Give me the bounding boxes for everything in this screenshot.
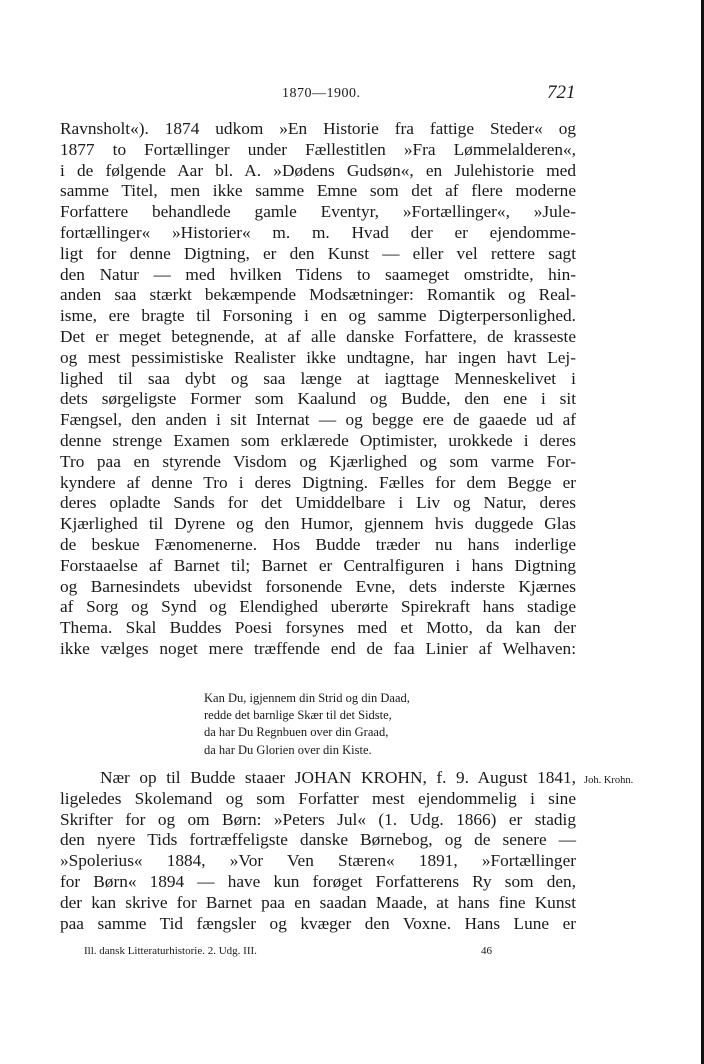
page-number: 721: [547, 82, 576, 103]
text-line: Ravnsholt«). 1874 udkom »En Historie fra fattige Steder« og: [60, 119, 576, 138]
margin-note: Joh. Krohn.: [584, 775, 634, 786]
text-line: Tro paa en styrende Visdom og Kjærlighed og som varme For-: [60, 451, 576, 471]
text-line: der kan skrive for Barnet paa en saadan Maade, at hans fine Kunst: [60, 892, 576, 912]
text-line: kyndere af denne Tro i deres Digtning. Fælles for dem Begge er: [60, 472, 576, 492]
running-head-years: 1870—1900.: [282, 86, 361, 101]
text-line: isme, ere bragte til Forsoning i en og samme Digterpersonlighed.: [60, 306, 576, 326]
text-line: Kjærlighed til Dyrene og den Humor, gjennem hvis duggede Glas: [60, 514, 576, 534]
body-paragraph-1: [60, 119, 576, 660]
text-line: ligeledes Skolemand og som Forfatter mest ejendommelig i sine: [60, 788, 576, 808]
text-line: »Spolerius« 1884, »Vor Ven Stæren« 1891, »Fortællinger: [60, 851, 576, 871]
footer: [0, 945, 704, 961]
text-line: den nyere Tids fortræffeligste danske Børnebog, og de senere —: [60, 830, 576, 850]
body-paragraph-2: [60, 768, 576, 934]
text-line: samme Titel, men ikke samme Emne som det af flere moderne: [60, 181, 576, 201]
poem-line: redde det barnlige Skær til det Sidste,: [204, 708, 392, 723]
running-head: [0, 82, 704, 106]
text-line: Forstaaelse af Barnet til; Barnet er Centralfiguren i hans Digtning: [60, 555, 576, 575]
text-line: Det er meget betegnende, at af alle danske Forfattere, de krasseste: [60, 326, 576, 346]
text-line: paa samme Tid fængsler og kvæger den Voxne. Hans Lune er: [60, 913, 576, 933]
text-line: deres opladte Sands for det Umiddelbare i Liv og Natur, deres: [60, 493, 576, 513]
poem-line: Kan Du, igjennem din Strid og din Daad,: [204, 691, 410, 705]
text-line: og Barnesindets ubevidst forsonende Evne, dets inderste Kjærnes: [60, 576, 576, 596]
text-line: ligt for denne Digtning, er den Kunst — eller vel rettere sagt: [60, 243, 576, 263]
text-line: denne strenge Examen som erklærede Optimister, urokkede i deres: [60, 430, 576, 450]
text-line: Nær op til Budde staaer JOHAN KROHN, f. 9. August 1841,: [100, 768, 576, 787]
text-line: dets sørgeligste Former som Kaalund og Budde, den ene i sit: [60, 389, 576, 409]
footer-signature: 46: [481, 945, 492, 957]
text-line: Thema. Skal Buddes Poesi forsynes med et Motto, da kan der: [60, 618, 576, 638]
text-line: anden saa stærkt bekæmpende Modsætninger: Romantik og Real-: [60, 285, 576, 305]
poem-line: da har Du Glorien over din Kiste.: [204, 742, 372, 757]
text-line: af Sorg og Synd og Elendighed uberørte Spirekraft hans stadige: [60, 597, 576, 617]
text-line: i de følgende Aar bl. A. »Dødens Gudsøn«, en Julehistorie med: [60, 160, 576, 180]
text-line: ikke vælges noget mere træffende end de faa Linier af Welhaven:: [60, 638, 576, 658]
text-line: Fængsel, den anden i sit Internat — og begge ere de gaaede ud af: [60, 410, 576, 430]
text-line: og mest pessimistiske Realister ikke undtagne, har ingen havt Lej-: [60, 347, 576, 367]
text-line: fortællinger« »Historier« m. m. Hvad der er ejendomme-: [60, 222, 576, 242]
poem-line: da har Du Regnbuen over din Graad,: [204, 725, 389, 740]
poem-quote: [204, 690, 524, 759]
text-line: Forfattere behandlede gamle Eventyr, »Fortællinger«, »Jule-: [60, 202, 576, 222]
text-line: de beskue Fænomenerne. Hos Budde træder nu hans inderlige: [60, 534, 576, 554]
text-line: 1877 to Fortællinger under Fællestitlen »Fra Lømmelalderen«,: [60, 139, 576, 159]
footer-book-title: Ill. dansk Litteraturhistorie. 2. Udg. III.: [84, 945, 257, 957]
text-line: den Natur — med hvilken Tidens to saameget omstridte, hin-: [60, 264, 576, 284]
text-line: lighed til saa dybt og saa længe at iagttage Menneskelivet i: [60, 368, 576, 388]
text-line: Skrifter for og om Børn: »Peters Jul« (1. Udg. 1866) er stadig: [60, 809, 576, 829]
text-line: for Børn« 1894 — have kun forøget Forfatterens Ry som den,: [60, 871, 576, 891]
